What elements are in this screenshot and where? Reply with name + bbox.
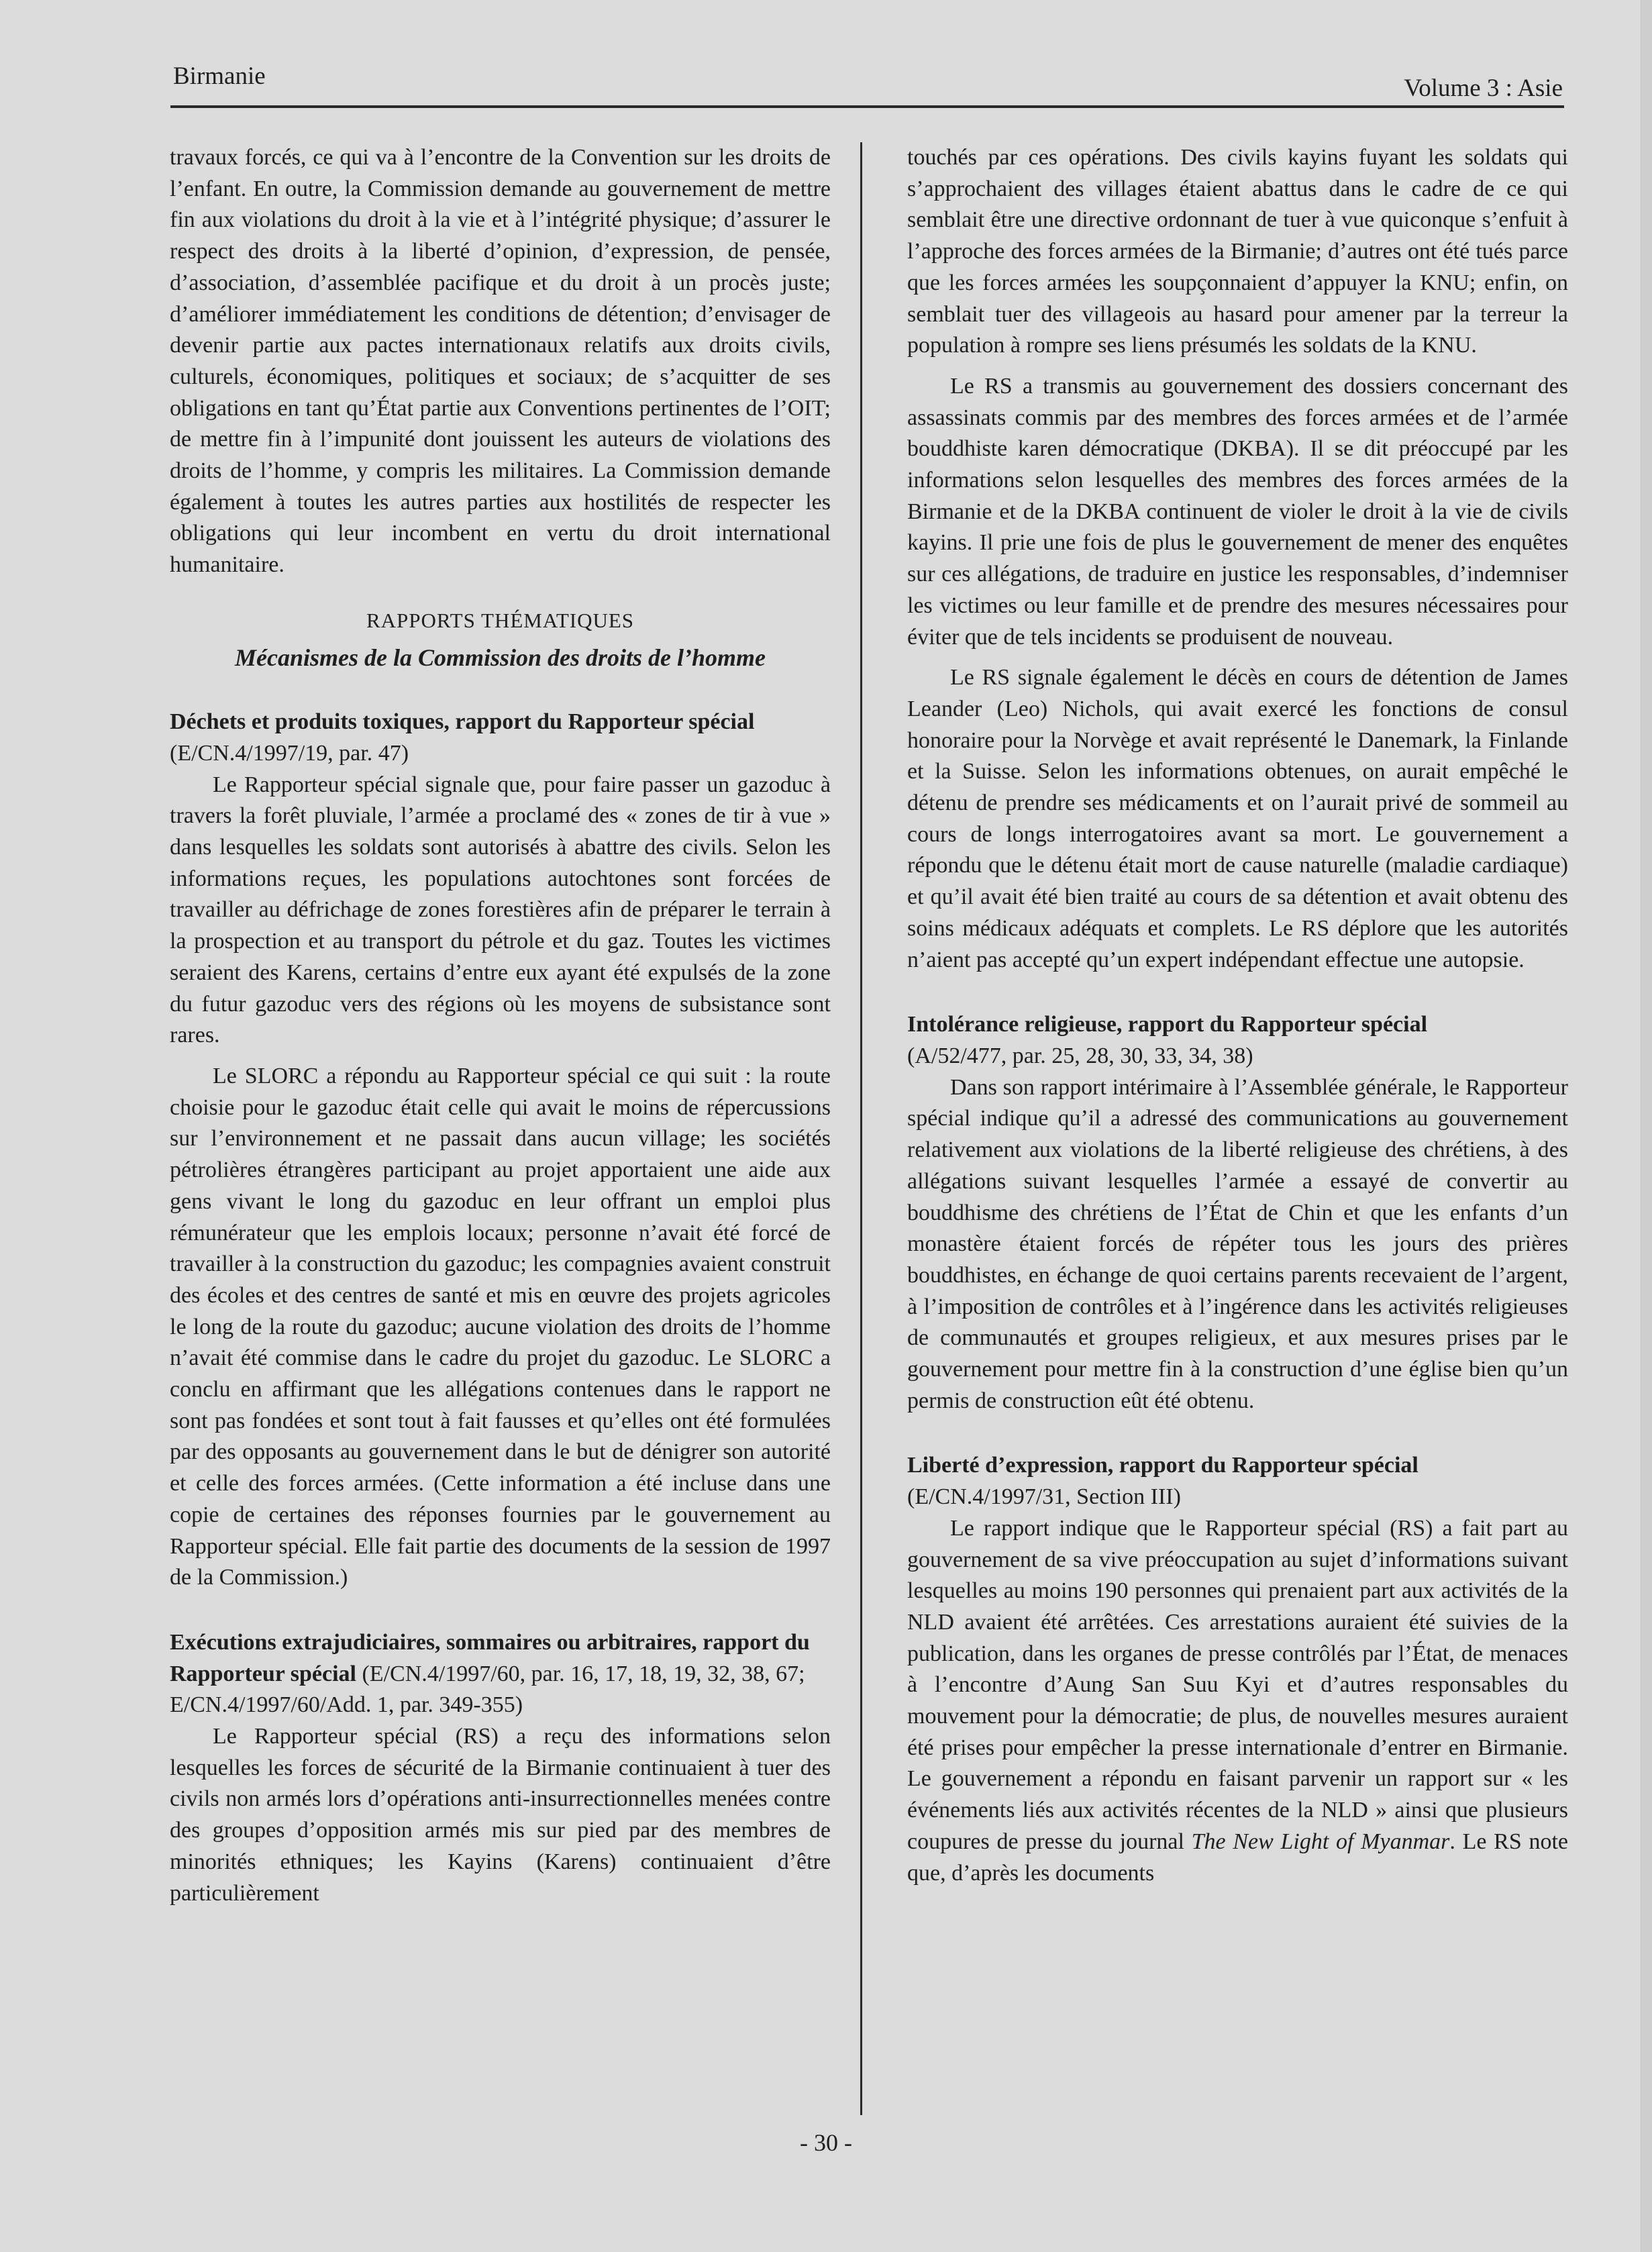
left-column [170, 142, 831, 1909]
right-column [907, 142, 1568, 1889]
paragraph: Le Rapporteur spécial signale que, pour faire passer un gazoduc à travers la forêt pluviale, l’armée a proclamé des « zones de tir à vue » dans lesquelles les soldats sont autorisés à abattre des civils. Selon les informations reçues, les populations autochtones sont forcées de travailler au défrichage de zones forestières afin de préparer le terrain à la prospection et au transport du pétrole et du gaz. Toutes les victimes seraient des Karens, certains d’entre eux ayant été expulsés de la zone du futur gazoduc vers des régions où les moyens de subsistance sont rares. [170, 772, 831, 1048]
section-subtitle: Mécanismes de la Commission des droits de l’homme [234, 644, 766, 671]
section-title: RAPPORTS THÉMATIQUES [366, 608, 635, 632]
paragraph: Dans son rapport intérimaire à l’Assemblée générale, le Rapporteur spécial indique qu’il a adressé des communications au gouvernement relativement aux violations de la liberté religieuse des chrétiens, à des allégations suivant lesquelles l’armée a essayé de convertir au bouddhisme des chrétiens de l’État de Chin et que les enfants d’un monastère étaient forcés de répéter tous les jours des prières bouddhistes, en échange de quoi certains parents recevaient de l’argent, à l’imposition de contrôles et à l’ingérence dans les activités religieuses de communautés et groupes religieux, et aux mesures prises par le gouvernement pour mettre fin à la construction d’une église bien qu’un permis de construction eût été obtenu. [907, 1074, 1568, 1413]
report-heading-reference: (A/52/477, par. 25, 28, 30, 33, 34, 38) [907, 1043, 1253, 1068]
report-heading-reference: (E/CN.4/1997/19, par. 47) [170, 740, 409, 766]
report-heading-title: Exécutions extrajudiciaires, sommaires ou arbitraires, rapport du Rapporteur spécial [170, 1629, 810, 1686]
running-header-volume: Volume 3 : Asie [1404, 74, 1563, 102]
paragraph [907, 1513, 1568, 1889]
page-number: - 30 - [800, 2129, 852, 2156]
report-heading-reference: (E/CN.4/1997/60, par. 16, 17, 18, 19, 32, 38, 67; E/CN.4/1997/60/Add. 1, par. 349-355) [170, 1661, 805, 1718]
report-heading-executions [170, 1627, 831, 1721]
report-heading-title: Déchets et produits toxiques, rapport du Rapporteur spécial [170, 709, 755, 735]
report-heading-freedom-of-expression [907, 1450, 1568, 1513]
report-heading-title: Intolérance religieuse, rapport du Rapporteur spécial [907, 1012, 1428, 1037]
paragraph-text: . Le RS note que, d’après les documents [907, 1829, 1568, 1886]
running-header-country: Birmanie [173, 62, 266, 90]
report-heading-religious-intolerance [907, 1009, 1568, 1072]
page-edge [1641, 0, 1652, 2252]
report-heading-toxic-waste [170, 707, 831, 769]
paragraph: touchés par ces opérations. Des civils kayins fuyant les soldats qui s’approchaient des villages étaient abattus dans le cadre de ce qui semblait être une directive ordonnant de tuer à vue quiconque s’enfuit à l’approche des forces armées de la Birmanie; d’autres ont été tués parce que les forces armées les soupçonnaient d’appuyer la KNU; enfin, on semblait tuer des villageois au hasard pour amener par la terreur la population à rompre ses liens présumés les soldats de la KNU. [907, 145, 1568, 358]
column-divider [860, 142, 862, 2115]
paragraph: Le RS a transmis au gouvernement des dossiers concernant des assassinats commis par des membres des forces armées et de l’armée bouddhiste karen démocratique (DKBA). Il se dit préoccupé par les informations selon lesquelles des membres des forces armées de la Birmanie et de la DKBA continuent de violer le droit à la vie de civils kayins. Il prie une fois de plus le gouvernement de mener des enquêtes sur ces allégations, de traduire en justice les responsables, d’indemniser les victimes ou leur famille et de prendre des mesures nécessaires pour éviter que de tels incidents se produisent de nouveau. [907, 373, 1568, 650]
paragraph: Le RS signale également le décès en cours de détention de James Leander (Leo) Nichols, qui avait exercé les fonctions de consul honoraire pour la Norvège et avait représenté le Danemark, la Finlande et la Suisse. Selon les informations obtenues, on aurait empêché le détenu de prendre ses médicaments et on l’aurait privé de sommeil au cours de longs interrogatoires avant sa mort. Le gouvernement a répondu que le détenu était mort de cause naturelle (maladie cardiaque) et qu’il avait été bien traité au cours de sa détention et avait obtenu des soins médicaux adéquats et complets. Le RS déplore que les autorités n’aient pas accepté qu’un expert indépendant effectue une autopsie. [907, 665, 1568, 972]
newspaper-title: The New Light of Myanmar [1191, 1829, 1450, 1854]
report-heading-reference: (E/CN.4/1997/31, Section III) [907, 1484, 1181, 1510]
intro-paragraph: travaux forcés, ce qui va à l’encontre de la Convention sur les droits de l’enfant. En outre, la Commission demande au gouvernement de mettre fin aux violations du droit à la vie et à l’intégrité physique; d’assurer le respect des droits à la liberté d’opinion, d’expression, de pensée, d’association, d’assemblée pacifique et du droit à un procès juste; d’améliorer immédiatement les conditions de détention; d’envisager de devenir partie aux pactes internationaux relatifs aux droits civils, culturels, économiques, politiques et sociaux; de s’acquitter de ses obligations en tant qu’État partie aux Conventions pertinentes de l’OIT; de mettre fin à l’impunité dont jouissent les auteurs de violations des droits de l’homme, y compris les militaires. La Commission demande également à toutes les autres parties aux hostilités de respecter les obligations qui leur incombent en vertu du droit international humanitaire. [170, 145, 831, 578]
paragraph: Le SLORC a répondu au Rapporteur spécial ce qui suit : la route choisie pour le gazoduc était celle qui avait le moins de répercussions sur l’environnement et ne passait dans aucun village; les sociétés pétrolières étrangères participant au projet apportaient une aide aux gens vivant le long du gazoduc en leur offrant un emploi plus rémunérateur que les emplois locaux; personne n’avait été forcé de travailler à la construction du gazoduc; les compagnies avaient construit des écoles et des centres de santé et mis en œuvre des projets agricoles le long de la route du gazoduc; aucune violation des droits de l’homme n’avait été commise dans le cadre du projet du gazoduc. Le SLORC a conclu en affirmant que les allégations contenues dans le rapport ne sont pas fondées et sont tout à fait fausses et qu’elles ont été formulées par des opposants au gouvernement dans le but de dénigrer son autorité et celle des forces armées. (Cette information a été incluse dans une copie de certaines des réponses fournies par le gouvernement au Rapporteur spécial. Elle fait partie des documents de la session de 1997 de la Commission.) [170, 1063, 831, 1590]
report-heading-title: Liberté d’expression, rapport du Rapporteur spécial [907, 1453, 1418, 1478]
paragraph-text: Le rapport indique que le Rapporteur spécial (RS) a fait part au gouvernement de sa vive préoccupation au sujet d’informations suivant lesquelles au moins 190 personnes qui prenaient part aux activités de la NLD avaient été arrêtées. Ces arrestations auraient été suivies de la publication, dans les organes de presse contrôlés par l’État, de menaces à l’encontre d’Aung San Suu Kyi et d’autres responsables du mouvement pour la démocratie; de plus, de nouvelles mesures auraient été prises pour empêcher la presse internationale d’entrer en Birmanie. Le gouvernement a répondu en faisant parvenir un rapport sur « les événements liés aux activités récentes de la NLD » ainsi que plusieurs coupures de presse du journal [907, 1515, 1568, 1854]
paragraph: Le Rapporteur spécial (RS) a reçu des informations selon lesquelles les forces de sécurité de la Birmanie continuaient à tuer des civils non armés lors d’opérations anti-insurrectionnelles menées contre des groupes d’opposition armés mis sur pied par des membres de minorités ethniques; les Kayins (Karens) continuaient d’être particulièrement [170, 1724, 831, 1906]
header-rule [170, 105, 1564, 108]
